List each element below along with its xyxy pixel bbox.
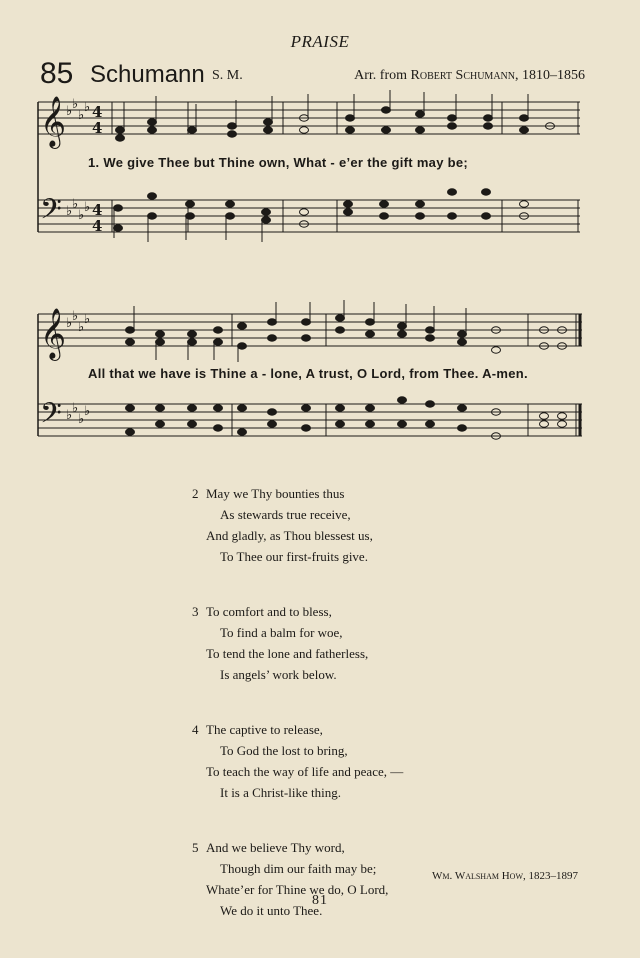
composer-credit: Arr. from Robert Schumann, 1810–1856 xyxy=(354,68,585,83)
svg-text:𝄞: 𝄞 xyxy=(40,308,67,359)
stanza-line: And gladly, as Thou blessest us, xyxy=(206,528,373,543)
stanza-line: To Thee our first-fruits give. xyxy=(220,549,368,564)
stanza-number: 3 xyxy=(192,604,199,619)
stanza xyxy=(192,719,512,803)
svg-text:♭: ♭ xyxy=(72,97,79,112)
svg-text:♭: ♭ xyxy=(78,108,85,123)
page-number: 81 xyxy=(312,893,328,908)
composer-prefix: Arr. from xyxy=(354,68,408,83)
stanza-line: May we Thy bounties thus xyxy=(206,486,345,501)
stanza-line: To find a balm for woe, xyxy=(220,625,343,640)
svg-text:♭: ♭ xyxy=(66,316,73,331)
svg-text:♭: ♭ xyxy=(66,408,73,423)
stanza-number: 4 xyxy=(192,722,199,737)
stanza-line: And we believe Thy word, xyxy=(206,840,345,855)
svg-text:♭: ♭ xyxy=(72,309,79,324)
stanza-line: Though dim our faith may be; xyxy=(220,861,377,876)
hymn-header xyxy=(40,58,585,90)
svg-text:♭: ♭ xyxy=(84,312,91,327)
svg-text:♭: ♭ xyxy=(84,404,91,419)
stanza-line: The captive to release, xyxy=(206,722,323,737)
stanza-line: We do it unto Thee. xyxy=(220,903,323,918)
svg-text:♭: ♭ xyxy=(84,100,91,115)
svg-text:♭: ♭ xyxy=(84,200,91,215)
stanza-line: To God the lost to bring, xyxy=(220,743,348,758)
svg-text:4: 4 xyxy=(92,217,103,235)
composer-dates: 1810–1856 xyxy=(522,68,585,83)
stanza-line: Whate’er for Thine we do, O Lord, xyxy=(206,882,389,897)
lyrics-line-1: 1. We give Thee but Thine own, What - e’er the gift may be; xyxy=(88,155,469,170)
svg-text:𝄢: 𝄢 xyxy=(40,397,62,437)
svg-text:4: 4 xyxy=(92,119,103,137)
svg-text:♭: ♭ xyxy=(78,320,85,335)
svg-text:𝄞: 𝄞 xyxy=(40,96,67,147)
stanza xyxy=(192,483,512,567)
meter: S. M. xyxy=(212,68,243,83)
hymn-number: 85 xyxy=(40,57,74,90)
svg-text:4: 4 xyxy=(92,201,103,219)
tune-name: Schumann xyxy=(90,61,205,88)
stanza xyxy=(192,601,512,685)
svg-text:♭: ♭ xyxy=(66,204,73,219)
author-dates: 1823–1897 xyxy=(528,870,578,882)
stanza-line: To tend the lone and fatherless, xyxy=(206,646,369,661)
svg-text:♭: ♭ xyxy=(66,104,73,119)
svg-text:𝄢: 𝄢 xyxy=(40,193,62,233)
lyrics-line-2: All that we have is Thine a - lone, A trust, O Lord, from Thee. A-men. xyxy=(88,366,528,381)
stanza-line: Is angels’ work below. xyxy=(220,667,337,682)
stanza-line: To comfort and to bless, xyxy=(206,604,332,619)
author-credit: Wm. Walsham How, 1823–1897 xyxy=(432,870,578,882)
section-title: PRAISE xyxy=(290,32,350,51)
stanza-line: To teach the way of life and peace, — xyxy=(206,764,404,779)
svg-text:♭: ♭ xyxy=(72,197,79,212)
svg-text:4: 4 xyxy=(92,103,103,121)
composer-name: Robert Schumann xyxy=(410,68,515,83)
stanza-number: 2 xyxy=(192,486,199,501)
stanza-number: 5 xyxy=(192,840,199,855)
stanza-list xyxy=(192,483,512,955)
author-name: Wm. Walsham How xyxy=(432,870,523,882)
stanza-line: As stewards true receive, xyxy=(220,507,351,522)
svg-text:♭: ♭ xyxy=(78,412,85,427)
stanza-line: It is a Christ-like thing. xyxy=(220,785,341,800)
svg-text:♭: ♭ xyxy=(72,401,79,416)
svg-text:♭: ♭ xyxy=(78,208,85,223)
